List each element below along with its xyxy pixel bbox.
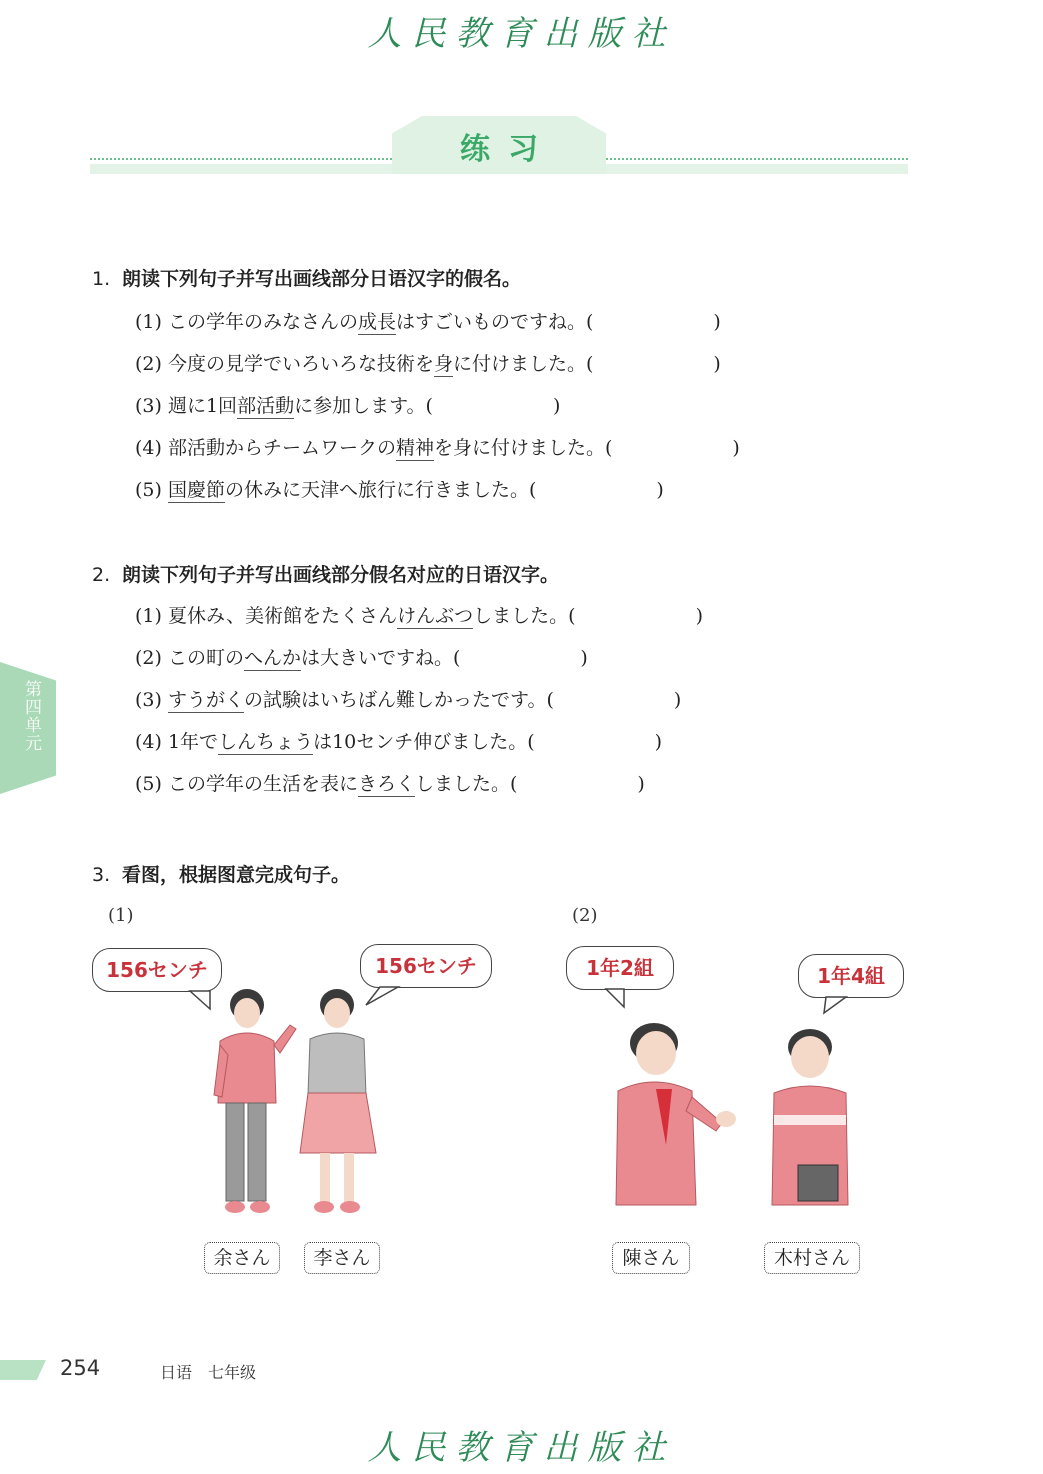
footer-accent-bar — [0, 1360, 46, 1380]
speech-bubble: 156センチ — [92, 948, 222, 992]
q2-item-3: (3) すうがくの試験はいちばん難しかったです。( ) — [135, 689, 682, 711]
figure-1-label: (1) — [108, 905, 134, 926]
name-label: 余さん — [204, 1242, 280, 1274]
underlined-text: 部活動 — [237, 395, 295, 417]
question-1-title — [92, 264, 521, 291]
underlined-text: すうがく — [167, 689, 244, 711]
question-instruction: 朗读下列句子并写出画线部分假名对应的日语汉字。 — [122, 564, 560, 586]
name-label: 陳さん — [612, 1242, 690, 1274]
boys-illustration — [590, 985, 870, 1225]
girls-illustration — [180, 985, 410, 1225]
publisher-name: 人民教育出版社 — [367, 14, 676, 54]
q1-item-2: (2) 今度の見学でいろいろな技術を身に付けました。( ) — [135, 353, 721, 375]
page-number: 254 — [60, 1356, 101, 1380]
publisher-name: 人民教育出版社 — [367, 1428, 676, 1468]
q2-item-4: (4) 1年でしんちょうは10センチ伸びました。( ) — [135, 731, 663, 753]
publisher-logo-bottom — [0, 1420, 1043, 1469]
question-instruction: 看图，根据图意完成句子。 — [122, 864, 351, 886]
bubble-tail — [824, 997, 846, 1013]
q1-item-5: (5) 国慶節の休みに天津へ旅行に行きました。( ) — [135, 479, 664, 501]
underlined-text: へんか — [243, 647, 301, 669]
underlined-text: 精神 — [395, 437, 434, 459]
bubble-tail — [190, 991, 210, 1009]
q2-item-2: (2) この町のへんかは大きいですね。( ) — [135, 647, 588, 669]
publisher-logo-top — [0, 6, 1043, 55]
underlined-text: 成長 — [357, 311, 396, 333]
question-number: 3. — [92, 864, 111, 886]
q2-item-5: (5) この学年の生活を表にきろくしました。( ) — [135, 773, 645, 795]
speech-bubble: 1年4組 — [798, 954, 904, 998]
name-label: 木村さん — [764, 1242, 860, 1274]
question-number: 1. — [92, 268, 111, 290]
unit-side-tab-label: 第四单元 — [21, 680, 41, 752]
speech-bubble: 1年2組 — [566, 946, 674, 990]
boy-2 — [772, 1029, 848, 1205]
q1-item-1: (1) この学年のみなさんの成長はすごいものですね。( ) — [135, 311, 721, 333]
q1-item-3: (3) 週に1回部活動に参加します。( ) — [135, 395, 561, 417]
figure-2-label: (2) — [572, 905, 598, 926]
underlined-text: しんちょう — [218, 731, 314, 753]
bubble-tail — [606, 989, 624, 1007]
boy-1 — [616, 1023, 736, 1205]
girl-2 — [300, 989, 376, 1213]
underlined-text: きろく — [357, 773, 415, 795]
question-3-title — [92, 860, 350, 887]
bubble-tail — [366, 987, 398, 1005]
underlined-text: 身 — [433, 353, 453, 375]
q1-item-4: (4) 部活動からチームワークの精神を身に付けました。( ) — [135, 437, 740, 459]
book-title: 日语 七年级 — [160, 1363, 257, 1382]
question-2-title — [92, 560, 559, 587]
underlined-text: けんぶつ — [397, 605, 474, 627]
underlined-text: 国慶節 — [167, 479, 225, 501]
question-number: 2. — [92, 564, 111, 586]
name-label: 李さん — [304, 1242, 380, 1274]
question-instruction: 朗读下列句子并写出画线部分日语汉字的假名。 — [122, 268, 522, 290]
girl-1 — [214, 989, 296, 1213]
section-title: 练习 — [460, 132, 556, 167]
q2-item-1: (1) 夏休み、美術館をたくさんけんぶつしました。( ) — [135, 605, 703, 627]
speech-bubble: 156センチ — [360, 944, 492, 988]
